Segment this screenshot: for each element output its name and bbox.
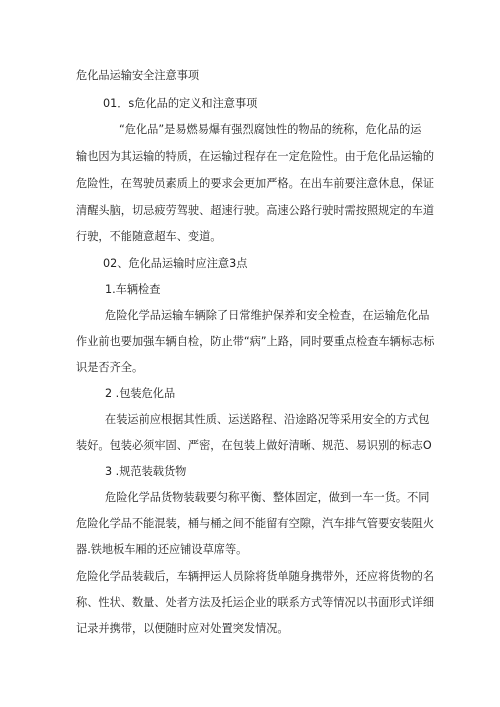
paragraph-line: 在装运前应根据其性质、运送路程、沿途路况等采用安全的方式包 — [105, 413, 430, 426]
paragraph-line: 行驶，不能随意超车、变道。 — [76, 230, 222, 243]
paragraph-line: 危险性，在驾驶员素质上的要求会更加严格。在出车前要注意休息，保证 — [76, 177, 435, 190]
paragraph-line: “危化品”是易燃易爆有强烈腐蚀性的物品的统称，危化品的运 — [119, 123, 422, 136]
paragraph-line: 装好。包装必须牢固、严密，在包装上做好清晰、规范、易识别的标志O — [76, 439, 432, 452]
section-1-heading: 01．s危化品的定义和注意事项 — [103, 97, 258, 110]
paragraph-line: 作业前也要加强车辆自检，防止带“病”上路，同时要重点检查车辆标志标 — [76, 335, 435, 348]
paragraph-line: 称、性状、数量、处者方法及托运企业的联系方式等情况以书面形式详细 — [76, 596, 435, 609]
paragraph-line: 识是否齐全。 — [76, 361, 144, 374]
section-2-heading: 02、危化品运输时应注意3点 — [103, 257, 248, 270]
paragraph-line: 器.铁地板车厢的还应铺设草席等。 — [76, 543, 248, 556]
paragraph-line: 危险化学品不能混装，桶与桶之间不能留有空隙，汽车排气管要安装阻火 — [76, 517, 435, 530]
item-1-heading: 1.车辆检查 — [105, 283, 161, 296]
paragraph-line: 记录并携带，以便随时应对处置突发情况。 — [76, 622, 289, 635]
item-3-heading: 3 .规范装载货物 — [105, 465, 187, 478]
paragraph-line: 输也因为其运输的特质，在运输过程存在一定危险性。由于危化品运输的 — [76, 150, 435, 163]
paragraph-line: 清醒头脑，切忌疲劳驾驶、超速行驶。高速公路行驶时需按照规定的车道 — [76, 204, 435, 217]
document-title: 危化品运输安全注意事项 — [76, 69, 200, 82]
paragraph-line: 危险化学品装载后，车辆押运人员除将货单随身携带外，还应将货物的名 — [76, 570, 435, 583]
paragraph-line: 危险化学品货物装载要匀称平衡、整体固定，做到一车一货。不同 — [105, 491, 430, 504]
paragraph-line: 危险化学品运输车辆除了日常维护保养和安全检查，在运输危化品 — [105, 309, 430, 322]
item-2-heading: 2 .包装危化品 — [105, 387, 176, 400]
